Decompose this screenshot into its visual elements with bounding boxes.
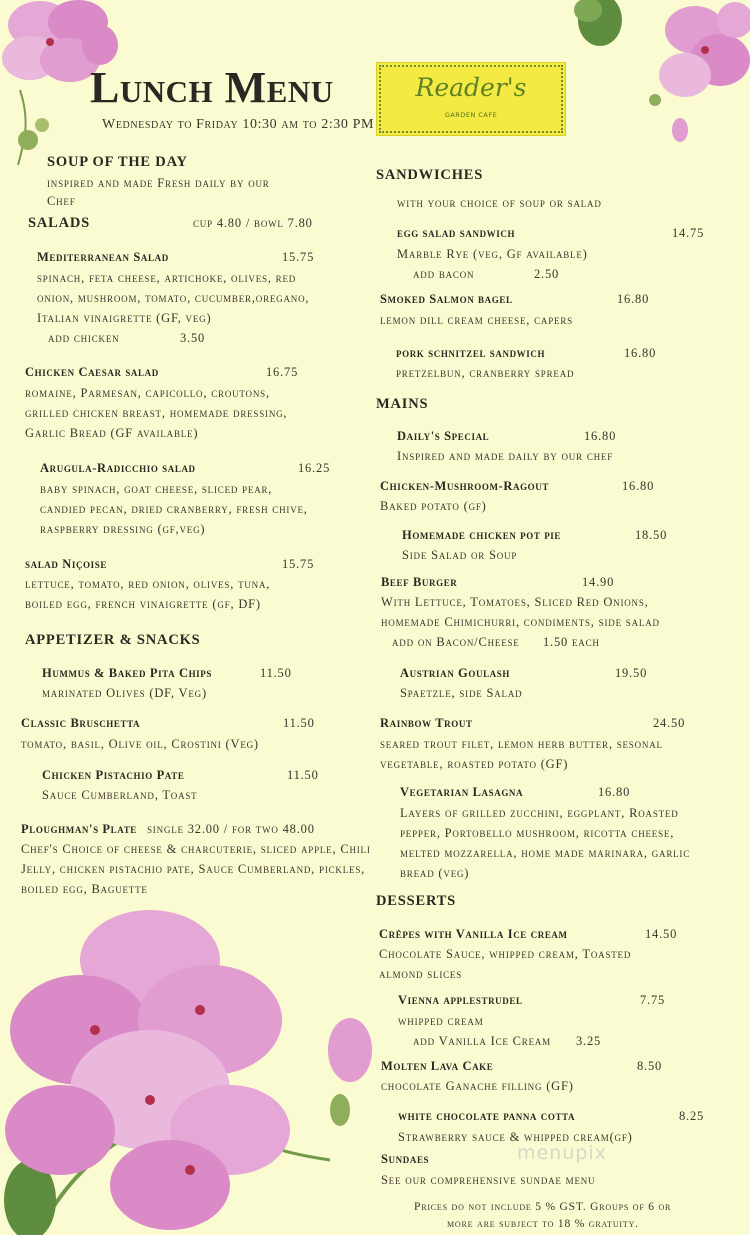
mediterranean-desc: Italian vinaigrette (GF, veg) <box>37 311 212 325</box>
caesar-desc: Garlic Bread (GF available) <box>25 426 199 440</box>
sandwiches-heading: SANDWICHES <box>376 167 484 183</box>
daily-special-price: 16.80 <box>584 429 617 443</box>
egg-sandwich-price: 14.75 <box>672 226 705 240</box>
salmon-bagel-desc: lemon dill cream cheese, capers <box>380 313 573 327</box>
caesar-name: Chicken Caesar salad <box>25 365 159 379</box>
bruschetta-desc: tomato, basil, Olive oil, Crostini (Veg) <box>21 737 259 751</box>
pate-name: Chicken Pistachio Pate <box>42 768 185 782</box>
egg-sandwich-addon-price: 2.50 <box>534 267 560 281</box>
salmon-bagel-price: 16.80 <box>617 292 650 306</box>
daily-special-desc: Inspired and made daily by our chef <box>397 449 614 463</box>
arugula-desc: raspberry dressing (gf,veg) <box>40 522 206 536</box>
desserts-heading: DESSERTS <box>376 893 457 909</box>
strudel-price: 7.75 <box>640 993 666 1007</box>
burger-price: 14.90 <box>582 575 615 589</box>
nicoise-price: 15.75 <box>282 557 315 571</box>
trout-desc: seared trout filet, lemon herb butter, sesonal <box>380 737 663 751</box>
flower-top-right-icon <box>560 0 750 150</box>
cafe-logo <box>376 62 566 136</box>
ploughman-price: single 32.00 / for two 48.00 <box>147 822 315 836</box>
pot-pie-desc: Side Salad or Soup <box>402 548 518 562</box>
opening-hours: Wednesday to Friday 10:30 am to 2:30 PM <box>102 117 375 132</box>
crepes-desc: almond slices <box>379 967 463 981</box>
mediterranean-addon-price: 3.50 <box>180 331 206 345</box>
mains-heading: MAINS <box>376 396 429 412</box>
sundaes-desc: See our comprehensive sundae menu <box>381 1173 596 1187</box>
bruschetta-name: Classic Bruschetta <box>21 716 141 730</box>
ploughman-desc: boiled egg, Baguette <box>21 882 148 896</box>
schnitzel-price: 16.80 <box>624 346 657 360</box>
trout-name: Rainbow Trout <box>380 716 473 730</box>
mediterranean-desc: onion, mushroom, tomato, cucumber,oregano, <box>37 291 310 305</box>
burger-name: Beef Burger <box>381 575 458 589</box>
nicoise-name: salad Niçoise <box>25 557 107 571</box>
ragout-name: Chicken-Mushroom-Ragout <box>380 479 549 493</box>
mediterranean-name: Mediterranean Salad <box>37 250 169 264</box>
crepes-price: 14.50 <box>645 927 678 941</box>
lasagna-desc: bread (veg) <box>400 866 470 880</box>
lasagna-desc: Layers of grilled zucchini, eggplant, Roasted <box>400 806 679 820</box>
soup-desc: inspired and made Fresh daily by our <box>47 176 270 190</box>
lasagna-name: Vegetarian Lasagna <box>400 785 524 799</box>
burger-addon-price: 1.50 each <box>543 635 600 649</box>
crepes-name: Crêpes with Vanilla Ice cream <box>379 927 568 941</box>
ploughman-name: Ploughman's Plate <box>21 822 137 836</box>
nicoise-desc: boiled egg, french vinaigrette (gf, DF) <box>25 597 261 611</box>
schnitzel-name: pork schnitzel sandwich <box>396 346 546 360</box>
goulash-name: Austrian Goulash <box>400 666 510 680</box>
goulash-desc: Spaetzle, side Salad <box>400 686 523 700</box>
goulash-price: 19.50 <box>615 666 648 680</box>
lasagna-desc: melted mozzarella, home made marinara, garlic <box>400 846 691 860</box>
egg-sandwich-name: egg salad sandwich <box>397 226 516 240</box>
mediterranean-addon: add chicken <box>48 331 120 345</box>
pate-desc: Sauce Cumberland, Toast <box>42 788 198 802</box>
crepes-desc: Chocolate Sauce, whipped cream, Toasted <box>379 947 632 961</box>
trout-desc: vegetable, roasted potato (GF) <box>380 757 569 771</box>
burger-desc: With Lettuce, Tomatoes, Sliced Red Onions, <box>381 595 649 609</box>
strudel-desc: whipped cream <box>398 1014 484 1028</box>
hummus-price: 11.50 <box>260 666 292 680</box>
strudel-addon-price: 3.25 <box>576 1034 602 1048</box>
burger-desc: homemade Chimichurri, condiments, side salad <box>381 615 660 629</box>
panna-cotta-name: white chocolate panna cotta <box>398 1109 576 1123</box>
watermark: menupix <box>517 1142 607 1164</box>
bruschetta-price: 11.50 <box>283 716 315 730</box>
hummus-name: Hummus & Baked Pita Chips <box>42 666 212 680</box>
ragout-price: 16.80 <box>622 479 655 493</box>
schnitzel-desc: pretzelbun, cranberry spread <box>396 366 575 380</box>
egg-sandwich-addon: add bacon <box>413 267 475 281</box>
hummus-desc: marinated Olives (DF, Veg) <box>42 686 207 700</box>
trout-price: 24.50 <box>653 716 686 730</box>
salads-heading: SALADS <box>28 215 91 231</box>
flower-bottom-left-icon <box>0 900 380 1235</box>
arugula-price: 16.25 <box>298 461 331 475</box>
sundaes-name: Sundaes <box>381 1152 430 1166</box>
arugula-desc: baby spinach, goat cheese, sliced pear, <box>40 482 273 496</box>
soup-price: cup 4.80 / bowl 7.80 <box>193 216 313 230</box>
page-title: Lunch Menu <box>90 63 334 112</box>
ragout-desc: Baked potato (gf) <box>380 499 487 513</box>
arugula-name: Arugula-Radicchio salad <box>40 461 196 475</box>
logo-subtitle: GARDEN CAFE <box>444 111 498 119</box>
panna-cotta-desc: Strawberry sauce & whipped cream(gf) <box>398 1130 633 1144</box>
lava-cake-name: Molten Lava Cake <box>381 1059 494 1073</box>
caesar-price: 16.75 <box>266 365 299 379</box>
appetizer-heading: APPETIZER & SNACKS <box>25 632 201 648</box>
soup-desc: Chef <box>47 194 76 208</box>
nicoise-desc: lettuce, tomato, red onion, olives, tuna, <box>25 577 271 591</box>
mediterranean-desc: spinach, feta cheese, artichoke, olives, red <box>37 271 297 285</box>
pot-pie-name: Homemade chicken pot pie <box>402 528 562 542</box>
lava-cake-desc: chocolate Ganache filling (GF) <box>381 1079 574 1093</box>
mediterranean-price: 15.75 <box>282 250 315 264</box>
ploughman-desc: Jelly, chicken pistachio pate, Sauce Cumberland, pickles, <box>21 862 366 876</box>
pate-price: 11.50 <box>287 768 319 782</box>
ploughman-desc: Chef's Choice of cheese & charcuterie, sliced apple, Chili <box>21 842 371 856</box>
arugula-desc: candied pecan, dried cranberry, fresh chive, <box>40 502 308 516</box>
salmon-bagel-name: Smoked Salmon bagel <box>380 292 513 306</box>
burger-addon: add on Bacon/Cheese <box>392 635 520 649</box>
sandwiches-subtitle: with your choice of soup or salad <box>397 196 602 210</box>
logo-name: Reader's <box>415 73 527 102</box>
lasagna-price: 16.80 <box>598 785 631 799</box>
footer-note: more are subject to 18 % gratuity. <box>447 1218 639 1230</box>
lasagna-desc: pepper, Portobello mushroom, ricotta cheese, <box>400 826 675 840</box>
strudel-addon: add Vanilla Ice Cream <box>413 1034 551 1048</box>
egg-sandwich-desc: Marble Rye (veg, Gf available) <box>397 247 588 261</box>
caesar-desc: grilled chicken breast, homemade dressing, <box>25 406 288 420</box>
daily-special-name: Daily's Special <box>397 429 490 443</box>
pot-pie-price: 18.50 <box>635 528 668 542</box>
panna-cotta-price: 8.25 <box>679 1109 705 1123</box>
caesar-desc: romaine, Parmesan, capicollo, croutons, <box>25 386 270 400</box>
strudel-name: Vienna applestrudel <box>398 993 523 1007</box>
lava-cake-price: 8.50 <box>637 1059 663 1073</box>
soup-heading: SOUP OF THE DAY <box>47 154 188 170</box>
footer-note: Prices do not include 5 % GST. Groups of 6 or <box>414 1201 672 1213</box>
